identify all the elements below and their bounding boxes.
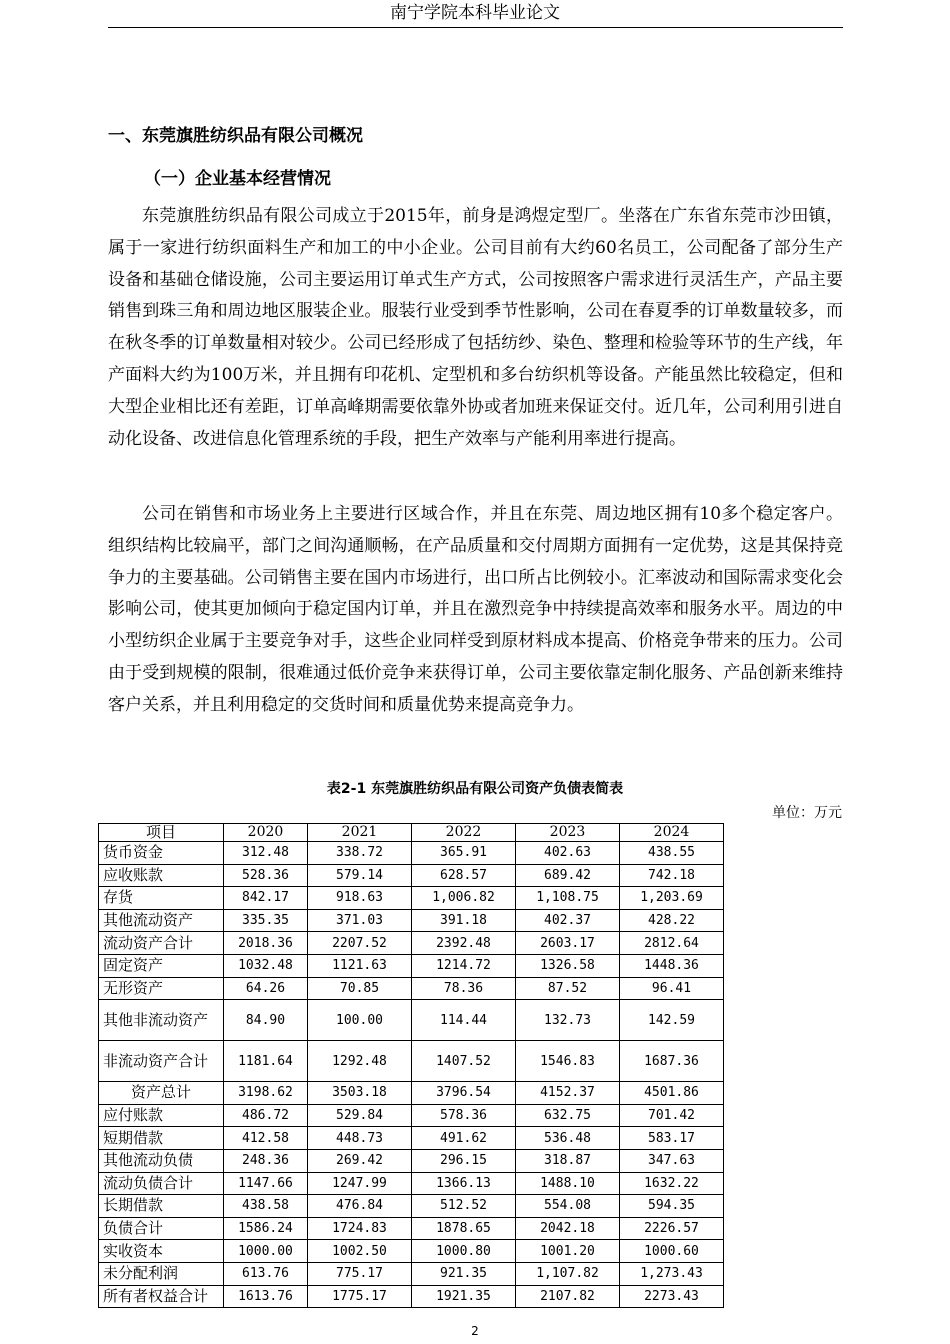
- table-row: [99, 1149, 724, 1172]
- value-cell: 142.59: [620, 1000, 724, 1041]
- value-cell: 1448.36: [620, 954, 724, 977]
- column-header: 项目: [99, 824, 224, 842]
- value-cell: 613.76: [224, 1262, 308, 1285]
- value-cell: 529.84: [308, 1104, 412, 1127]
- value-cell: 1000.00: [224, 1240, 308, 1263]
- value-cell: 742.18: [620, 864, 724, 887]
- value-cell: 528.36: [224, 864, 308, 887]
- value-cell: 2226.57: [620, 1217, 724, 1240]
- column-header: 2020: [224, 824, 308, 842]
- table-row: [99, 1217, 724, 1240]
- value-cell: 64.26: [224, 977, 308, 1000]
- value-cell: 1032.48: [224, 954, 308, 977]
- value-cell: 842.17: [224, 887, 308, 910]
- value-cell: 1,107.82: [516, 1262, 620, 1285]
- value-cell: 412.58: [224, 1127, 308, 1150]
- table-caption: 表2-1 东莞旗胜纺织品有限公司资产负债表简表: [326, 781, 624, 797]
- subsection-heading: （一）企业基本经营情况: [144, 169, 331, 189]
- value-cell: 512.52: [412, 1195, 516, 1218]
- column-header: 2022: [412, 824, 516, 842]
- table-row: [99, 954, 724, 977]
- value-cell: 365.91: [412, 842, 516, 865]
- value-cell: 1,203.69: [620, 887, 724, 910]
- row-label-cell: 实收资本: [99, 1240, 224, 1263]
- table-row: [99, 1262, 724, 1285]
- value-cell: 318.87: [516, 1149, 620, 1172]
- table-row: [99, 1104, 724, 1127]
- value-cell: 1147.66: [224, 1172, 308, 1195]
- table-row: [99, 1195, 724, 1218]
- value-cell: 347.63: [620, 1149, 724, 1172]
- value-cell: 335.35: [224, 909, 308, 932]
- table-row: [99, 932, 724, 955]
- row-label-cell: 应收账款: [99, 864, 224, 887]
- row-label-cell: 其他非流动资产: [99, 1000, 224, 1041]
- value-cell: 402.37: [516, 909, 620, 932]
- table-row: [99, 1172, 724, 1195]
- row-label-cell: 货币资金: [99, 842, 224, 865]
- value-cell: 448.73: [308, 1127, 412, 1150]
- value-cell: 1,273.43: [620, 1262, 724, 1285]
- value-cell: 2392.48: [412, 932, 516, 955]
- value-cell: 1687.36: [620, 1041, 724, 1082]
- row-label-cell: 流动资产合计: [99, 932, 224, 955]
- value-cell: 1,108.75: [516, 887, 620, 910]
- value-cell: 2207.52: [308, 932, 412, 955]
- value-cell: 1121.63: [308, 954, 412, 977]
- body-paragraph: 公司在销售和市场业务上主要进行区域合作，并且在东莞、周边地区拥有10多个稳定客户。组织结构比较扁平，部门之间沟通顺畅，在产品质量和交付周期方面拥有一定优势，这是其保持竞争力的主要基础。公司销售主要在国内市场进行，出口所占比例较小。汇率波动和国际需求变化会影响公司，使其更加倾向于稳定国内订单，并且在激烈竞争中持续提高效率和服务水平。周边的中小型纺织企业属于主要竞争对手，这些企业同样受到原材料成本提高、价格竞争带来的压力。公司由于受到规模的限制，很难通过低价竞争来获得订单，公司主要依靠定制化服务、产品创新来维持客户关系，并且利用稳定的交货时间和质量优势来提高竞争力。: [108, 504, 843, 715]
- value-cell: 114.44: [412, 1000, 516, 1041]
- row-label-cell: 存货: [99, 887, 224, 910]
- table-row: [99, 842, 724, 865]
- table-body: [99, 842, 724, 1308]
- table-unit-note: 单位：万元: [772, 805, 842, 821]
- value-cell: 1214.72: [412, 954, 516, 977]
- row-label-cell: 长期借款: [99, 1195, 224, 1218]
- table-row: [99, 1240, 724, 1263]
- value-cell: 476.84: [308, 1195, 412, 1218]
- value-cell: 1181.64: [224, 1041, 308, 1082]
- value-cell: 428.22: [620, 909, 724, 932]
- value-cell: 248.36: [224, 1149, 308, 1172]
- row-label-cell: 无形资产: [99, 977, 224, 1000]
- value-cell: 775.17: [308, 1262, 412, 1285]
- column-header: 2024: [620, 824, 724, 842]
- value-cell: 70.85: [308, 977, 412, 1000]
- row-label-cell: 其他流动负债: [99, 1149, 224, 1172]
- value-cell: 269.42: [308, 1149, 412, 1172]
- row-label-cell: 流动负债合计: [99, 1172, 224, 1195]
- value-cell: 402.63: [516, 842, 620, 865]
- value-cell: 438.55: [620, 842, 724, 865]
- table-row: [99, 977, 724, 1000]
- value-cell: 536.48: [516, 1127, 620, 1150]
- value-cell: 1002.50: [308, 1240, 412, 1263]
- value-cell: 4501.86: [620, 1082, 724, 1105]
- value-cell: 1326.58: [516, 954, 620, 977]
- table-row: [99, 1082, 724, 1105]
- value-cell: 2603.17: [516, 932, 620, 955]
- value-cell: 1878.65: [412, 1217, 516, 1240]
- value-cell: 1632.22: [620, 1172, 724, 1195]
- value-cell: 486.72: [224, 1104, 308, 1127]
- row-label-cell: 固定资产: [99, 954, 224, 977]
- value-cell: 78.36: [412, 977, 516, 1000]
- table-header-row: [99, 824, 724, 842]
- value-cell: 594.35: [620, 1195, 724, 1218]
- running-header: 南宁学院本科毕业论文: [390, 3, 560, 23]
- value-cell: 1001.20: [516, 1240, 620, 1263]
- value-cell: 3796.54: [412, 1082, 516, 1105]
- table-row: [99, 1127, 724, 1150]
- value-cell: 579.14: [308, 864, 412, 887]
- value-cell: 632.75: [516, 1104, 620, 1127]
- value-cell: 2107.82: [516, 1285, 620, 1308]
- value-cell: 296.15: [412, 1149, 516, 1172]
- value-cell: 2042.18: [516, 1217, 620, 1240]
- body-paragraph: 东莞旗胜纺织品有限公司成立于2015年，前身是鸿煜定型厂。坐落在广东省东莞市沙田镇，属于一家进行纺织面料生产和加工的中小企业。公司目前有大约60名员工，公司配备了部分生产设备和基础仓储设施，公司主要运用订单式生产方式，公司按照客户需求进行灵活生产，产品主要销售到珠三角和周边地区服装企业。服装行业受到季节性影响，公司在春夏季的订单数量较多，而在秋冬季的订单数量相对较少。公司已经形成了包括纺纱、染色、整理和检验等环节的生产线，年产面料大约为100万米，并且拥有印花机、定型机和多台纺织机等设备。产能虽然比较稳定，但和大型企业相比还有差距，订单高峰期需要依靠外协或者加班来保证交付。近几年，公司利用引进自动化设备、改进信息化管理系统的手段，把生产效率与产能利用率进行提高。: [108, 206, 843, 449]
- row-label-cell: 负债合计: [99, 1217, 224, 1240]
- value-cell: 1292.48: [308, 1041, 412, 1082]
- row-label-cell: 其他流动资产: [99, 909, 224, 932]
- value-cell: 100.00: [308, 1000, 412, 1041]
- value-cell: 1247.99: [308, 1172, 412, 1195]
- table-row: [99, 1285, 724, 1308]
- value-cell: 132.73: [516, 1000, 620, 1041]
- value-cell: 4152.37: [516, 1082, 620, 1105]
- value-cell: 1407.52: [412, 1041, 516, 1082]
- page-number: 2: [471, 1324, 479, 1338]
- table-row: [99, 1000, 724, 1041]
- value-cell: 1546.83: [516, 1041, 620, 1082]
- value-cell: 1921.35: [412, 1285, 516, 1308]
- value-cell: 1000.80: [412, 1240, 516, 1263]
- column-header: 2023: [516, 824, 620, 842]
- value-cell: 84.90: [224, 1000, 308, 1041]
- value-cell: 1,006.82: [412, 887, 516, 910]
- value-cell: 2812.64: [620, 932, 724, 955]
- value-cell: 3198.62: [224, 1082, 308, 1105]
- value-cell: 1613.76: [224, 1285, 308, 1308]
- value-cell: 96.41: [620, 977, 724, 1000]
- value-cell: 2273.43: [620, 1285, 724, 1308]
- value-cell: 701.42: [620, 1104, 724, 1127]
- table-row: [99, 1041, 724, 1082]
- row-label-cell: 非流动资产合计: [99, 1041, 224, 1082]
- value-cell: 1000.60: [620, 1240, 724, 1263]
- row-label-cell: 未分配利润: [99, 1262, 224, 1285]
- value-cell: 628.57: [412, 864, 516, 887]
- value-cell: 689.42: [516, 864, 620, 887]
- row-label-cell: 所有者权益合计: [99, 1285, 224, 1308]
- table-row: [99, 909, 724, 932]
- value-cell: 3503.18: [308, 1082, 412, 1105]
- value-cell: 87.52: [516, 977, 620, 1000]
- value-cell: 391.18: [412, 909, 516, 932]
- balance-sheet-table: [98, 823, 724, 1308]
- value-cell: 1724.83: [308, 1217, 412, 1240]
- value-cell: 583.17: [620, 1127, 724, 1150]
- column-header: 2021: [308, 824, 412, 842]
- value-cell: 491.62: [412, 1127, 516, 1150]
- header-rule: [108, 27, 843, 28]
- value-cell: 2018.36: [224, 932, 308, 955]
- value-cell: 918.63: [308, 887, 412, 910]
- value-cell: 371.03: [308, 909, 412, 932]
- value-cell: 1775.17: [308, 1285, 412, 1308]
- value-cell: 1366.13: [412, 1172, 516, 1195]
- row-label-cell: 短期借款: [99, 1127, 224, 1150]
- value-cell: 554.08: [516, 1195, 620, 1218]
- row-label-cell: 资产总计: [99, 1082, 224, 1105]
- table-row: [99, 887, 724, 910]
- value-cell: 921.35: [412, 1262, 516, 1285]
- row-label-cell: 应付账款: [99, 1104, 224, 1127]
- value-cell: 338.72: [308, 842, 412, 865]
- value-cell: 1488.10: [516, 1172, 620, 1195]
- value-cell: 438.58: [224, 1195, 308, 1218]
- section-heading: 一、东莞旗胜纺织品有限公司概况: [108, 126, 363, 146]
- value-cell: 578.36: [412, 1104, 516, 1127]
- value-cell: 312.48: [224, 842, 308, 865]
- table-row: [99, 864, 724, 887]
- value-cell: 1586.24: [224, 1217, 308, 1240]
